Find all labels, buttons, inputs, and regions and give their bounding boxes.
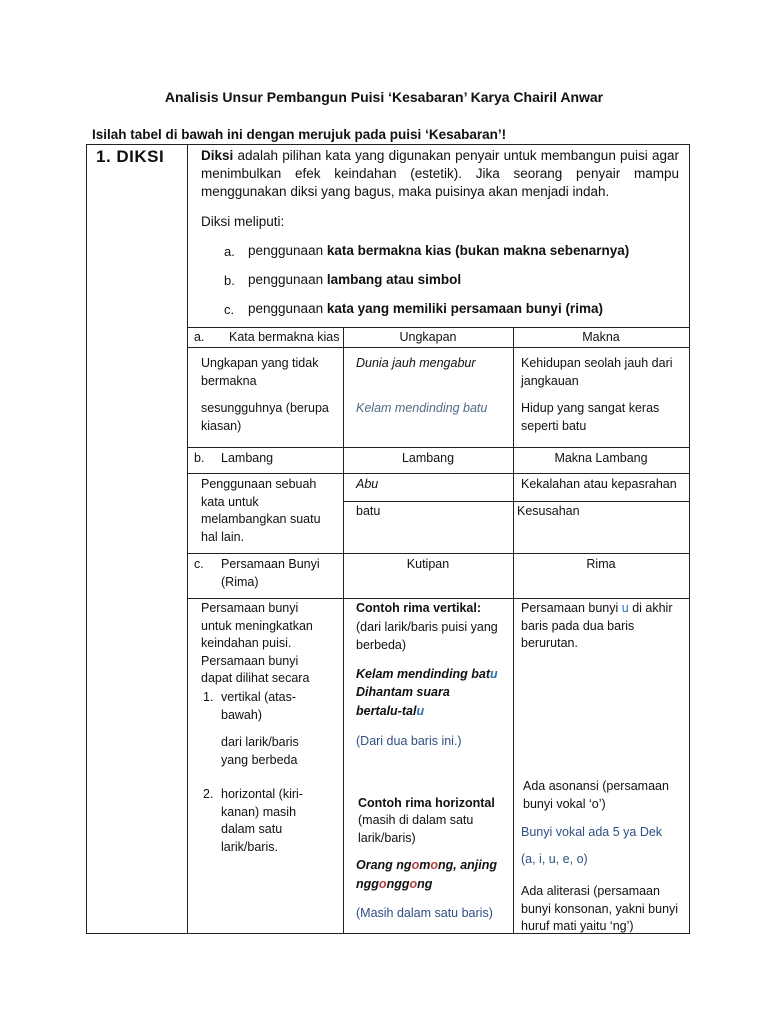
section-a-desc-2: sesungguhnya (berupa kiasan)	[201, 401, 329, 433]
rima-asonansi: Ada asonansi (persamaan bunyi vokal ‘o’)	[523, 779, 669, 811]
section-b-letter: b.	[194, 451, 205, 465]
rima-desc: Persamaan bunyi u di akhir baris pada dua baris berurutan.	[521, 601, 673, 650]
section-c-label: Persamaan Bunyi (Rima)	[221, 557, 320, 589]
rima-horizontal-line-2: nggonggong	[356, 877, 433, 891]
rima-aliterasi: Ada aliterasi (persamaan bunyi konsonan, yakni bunyi huruf mati yaitu ‘ng’)	[521, 884, 679, 933]
section-a-label: Kata bermakna kias	[229, 330, 340, 344]
section-c-list-item: horizontal (kiri-kanan) masih dalam satu larik/baris.	[221, 787, 303, 854]
section-c-list-num: 1.	[203, 690, 214, 704]
rima-vertikal-line-3: bertalu-talu	[356, 704, 425, 718]
list-item-letter: c.	[224, 302, 235, 317]
makna-1: Kehidupan seolah jauh dari jangkauan	[521, 356, 673, 388]
page-title: Analisis Unsur Pembangun Puisi ‘Kesabaran’ Karya Chairil Anwar	[164, 89, 604, 105]
section-c-list-extra: dari larik/baris yang berbeda	[221, 735, 299, 767]
col-header-kutipan: Kutipan	[406, 557, 450, 571]
ungkapan-2: Kelam mendinding batu	[356, 401, 488, 415]
rima-horizontal-line-1: Orang ngomong, anjing	[356, 858, 497, 872]
list-item-letter: a.	[224, 244, 235, 259]
section-b-desc: Penggunaan sebuah kata untuk melambangkan suatu hal lain.	[201, 477, 321, 544]
section-c-letter: c.	[194, 557, 204, 571]
rima-horizontal-note: (Masih dalam satu baris)	[356, 906, 493, 920]
section-b-label: Lambang	[221, 451, 274, 465]
col-header-rima: Rima	[586, 557, 616, 571]
diksi-heading: 1. DIKSI	[96, 147, 165, 166]
section-a-letter: a.	[194, 330, 205, 344]
col-header-lambang: Lambang	[401, 451, 455, 465]
rima-horizontal-sub: (masih di dalam satu larik/baris)	[358, 813, 474, 845]
makna-2: Hidup yang sangat keras seperti batu	[521, 401, 660, 433]
list-item: penggunaan kata yang memiliki persamaan bunyi (rima)	[248, 301, 603, 316]
ungkapan-1: Dunia jauh mengabur	[356, 356, 476, 370]
rima-vertikal-note: (Dari dua baris ini.)	[356, 734, 462, 748]
rima-horizontal-heading: Contoh rima horizontal	[358, 796, 495, 810]
col-header-ungkapan: Ungkapan	[399, 330, 457, 344]
section-c-desc: Persamaan bunyi untuk meningkatkan keindahan puisi. Persamaan bunyi dapat dilihat secara	[201, 601, 313, 685]
rima-vertikal-sub: (dari larik/baris puisi yang berbeda)	[356, 620, 498, 652]
rima-vokal-list: (a, i, u, e, o)	[521, 852, 588, 866]
col-header-makna: Makna	[582, 330, 620, 344]
list-item: penggunaan kata bermakna kias (bukan makna sebenarnya)	[248, 243, 630, 258]
rima-vertikal-line-1: Kelam mendinding batu	[356, 667, 498, 681]
rima-vertikal-line-2: Dihantam suara	[356, 685, 450, 699]
col-header-makna-lambang: Makna Lambang	[554, 451, 648, 465]
lambang-2: batu	[356, 504, 381, 518]
list-item: penggunaan lambang atau simbol	[248, 272, 462, 287]
diksi-definition	[201, 147, 679, 201]
diksi-definition-text: adalah pilihan kata yang digunakan penyair untuk membangun puisi agar menimbulkan efek keindahan (estetik). Jika seorang penyair mampu menggunakan diksi yang bagus, maka puisinya akan menjadi indah.	[201, 148, 679, 199]
makna-lambang-1: Kekalahan atau kepasrahan	[521, 477, 677, 491]
rima-vokal: Bunyi vokal ada 5 ya Dek	[521, 825, 663, 839]
diksi-meliputi: Diksi meliputi:	[201, 214, 285, 229]
section-c-list-num: 2.	[203, 787, 214, 801]
section-a-desc: Ungkapan yang tidak bermakna	[201, 356, 319, 388]
rima-vertikal-heading: Contoh rima vertikal:	[356, 601, 482, 615]
diksi-term: Diksi	[201, 148, 234, 163]
lambang-1: Abu	[356, 477, 379, 491]
instruction: Isilah tabel di bawah ini dengan merujuk pada puisi ‘Kesabaran’!	[92, 127, 507, 142]
list-item-letter: b.	[224, 273, 235, 288]
makna-lambang-2: Kesusahan	[517, 504, 580, 518]
section-c-list-item: vertikal (atas-bawah)	[221, 690, 297, 722]
